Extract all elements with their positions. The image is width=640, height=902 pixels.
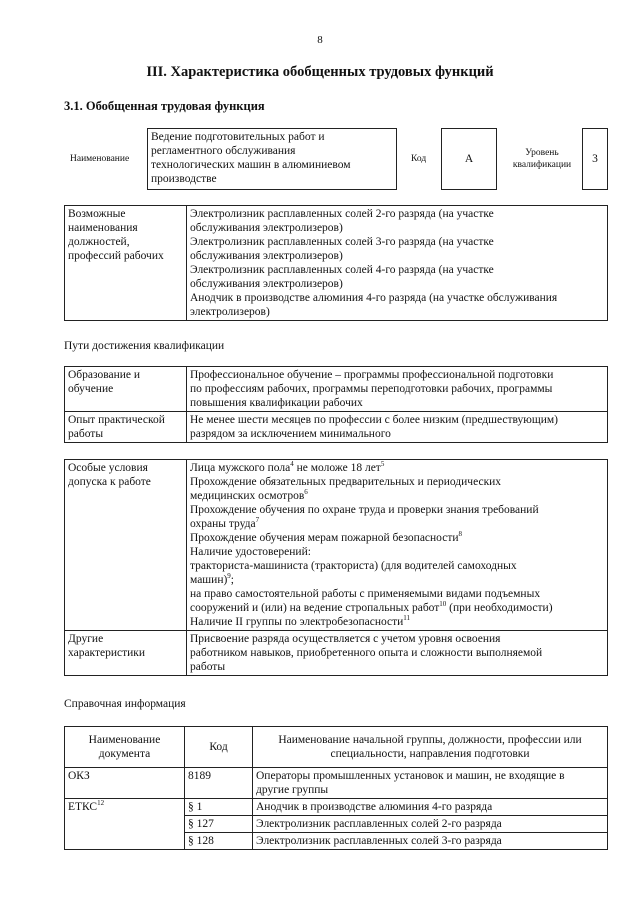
value-line: Не менее шести месяцев по профессии с более низким (предшествующим)	[190, 414, 559, 426]
profession-line: электролизеров)	[190, 306, 270, 318]
value-line: Операторы промышленных установок и машин, не входящие в	[256, 770, 565, 782]
okz-doc: ОКЗ	[65, 768, 185, 799]
condition-line	[190, 615, 604, 629]
label-line: должностей,	[68, 236, 130, 248]
footnote-ref: 8	[458, 530, 463, 539]
special-conditions-table	[64, 459, 608, 676]
okz-name	[253, 768, 608, 799]
subsection-title: 3.1. Обобщенная трудовая функция	[64, 99, 265, 113]
label-line: Другие	[68, 633, 104, 645]
label-line: обучение	[68, 383, 114, 395]
condition-text: Прохождение обучения мерам пожарной безопасности	[190, 532, 459, 544]
header-line: специальности, направления подготовки	[330, 748, 530, 760]
etks-code: § 1	[185, 799, 253, 816]
code-value: А	[441, 128, 497, 190]
condition-line: Наличие удостоверений:	[190, 546, 311, 558]
function-name-box	[147, 128, 397, 190]
etks-code: § 128	[185, 833, 253, 850]
condition-line: тракториста-машиниста (тракториста) (для водителей самоходных	[190, 560, 517, 572]
value-line: другие группы	[256, 784, 329, 796]
condition-text: медицинских осмотров	[190, 490, 305, 502]
level-label-line: квалификации	[512, 160, 572, 170]
condition-text: Лица мужского пола	[190, 462, 291, 474]
footnote-ref: 12	[97, 799, 105, 808]
etks-code: § 127	[185, 816, 253, 833]
condition-line: Прохождение обязательных предварительных и периодических	[190, 476, 502, 488]
function-name-line: Ведение подготовительных работ и	[151, 131, 325, 143]
condition-line: на право самостоятельной работы с применяемыми видами подъемных	[190, 588, 541, 600]
value-line: разрядом за исключением минимального	[190, 428, 391, 440]
condition-line	[190, 573, 604, 587]
condition-line	[190, 601, 604, 615]
condition-text: (при необходимости)	[446, 602, 553, 614]
reference-heading: Справочная информация	[64, 698, 186, 710]
value-line: по профессиям рабочих, программы переподготовки рабочих, программы	[190, 383, 553, 395]
value-line: Присвоение разряда осуществляется с учетом уровня освоения	[190, 633, 501, 645]
profession-line: Электролизник расплавленных солей 4-го разряда (на участке	[190, 264, 494, 276]
condition-text: машин)	[190, 574, 228, 586]
header-line: Наименование	[88, 734, 161, 746]
qualification-paths-table	[64, 366, 608, 443]
section-title: III. Характеристика обобщенных трудовых функций	[146, 64, 494, 80]
footnote-ref: 10	[439, 600, 447, 609]
footnote-ref: 4	[290, 460, 294, 469]
value-line: повышения квалификации рабочих	[190, 397, 363, 409]
header-line: Наименование начальной группы, должности, профессии или	[278, 734, 582, 746]
okz-code: 8189	[185, 768, 253, 799]
footnote-ref: 7	[255, 516, 260, 525]
doc-text: ЕТКС	[68, 801, 98, 813]
experience-label	[65, 412, 187, 443]
label-line: профессий рабочих	[68, 250, 164, 262]
paths-heading: Пути достижения квалификации	[64, 340, 225, 352]
reference-table	[64, 726, 608, 850]
footnote-ref: 6	[304, 488, 308, 497]
header-doc	[65, 727, 185, 768]
label-line: Образование и	[68, 369, 141, 381]
other-label	[65, 631, 187, 676]
level-label	[504, 147, 580, 171]
condition-line	[190, 489, 604, 503]
label-line: Особые условия	[68, 462, 148, 474]
etks-name: Анодчик в производстве алюминия 4-го разряда	[253, 799, 608, 816]
special-label	[65, 460, 187, 631]
label-line: Возможные	[68, 208, 126, 220]
etks-name: Электролизник расплавленных солей 2-го разряда	[253, 816, 608, 833]
condition-line	[190, 461, 604, 475]
value-line: работником навыков, приобретенного опыта и сложности выполняемой	[190, 647, 543, 659]
function-name-line: производстве	[151, 173, 217, 185]
condition-line: Прохождение обучения по охране труда и проверки знания требований	[190, 504, 539, 516]
education-value	[187, 367, 608, 412]
etks-name: Электролизник расплавленных солей 3-го разряда	[253, 833, 608, 850]
label-line: допуска к работе	[68, 476, 151, 488]
footnote-ref: 11	[403, 614, 411, 623]
profession-line: Электролизник расплавленных солей 2-го разряда (на участке	[190, 208, 494, 220]
possible-names-label	[65, 206, 187, 321]
value-line: Профессиональное обучение – программы профессиональной подготовки	[190, 369, 554, 381]
condition-text: Наличие II группы по электробезопасности	[190, 616, 404, 628]
condition-line	[190, 517, 604, 531]
possible-names-table	[64, 205, 608, 321]
function-name-line: технологических машин в алюминиевом	[151, 159, 351, 171]
condition-text: охраны труда	[190, 518, 256, 530]
profession-line: Анодчик в производстве алюминия 4-го разряда (на участке обслуживания	[190, 292, 558, 304]
special-value	[187, 460, 608, 631]
header-code: Код	[185, 727, 253, 768]
level-value: 3	[582, 128, 608, 190]
value-line: работы	[190, 661, 226, 673]
profession-line: обслуживания электролизеров)	[190, 250, 343, 262]
footnote-ref: 5	[380, 460, 385, 469]
condition-text: сооружений и (или) на ведение стропальных работ	[190, 602, 440, 614]
footnote-ref: 9	[227, 572, 231, 581]
header-line: документа	[98, 748, 151, 760]
page-number: 8	[317, 34, 323, 46]
condition-text: ;	[230, 574, 234, 586]
condition-text: не моложе 18 лет	[293, 462, 381, 474]
level-label-line: Уровень	[525, 148, 559, 158]
condition-line	[190, 531, 604, 545]
education-label	[65, 367, 187, 412]
profession-line: обслуживания электролизеров)	[190, 278, 343, 290]
code-label: Код	[411, 154, 427, 164]
experience-value	[187, 412, 608, 443]
function-name-line: регламентного обслуживания	[151, 145, 296, 157]
label-line: наименования	[68, 222, 138, 234]
other-value	[187, 631, 608, 676]
etks-doc	[65, 799, 185, 850]
profession-line: обслуживания электролизеров)	[190, 222, 343, 234]
header-name	[253, 727, 608, 768]
label-line: характеристики	[68, 647, 146, 659]
name-label: Наименование	[70, 154, 130, 164]
profession-line: Электролизник расплавленных солей 3-го разряда (на участке	[190, 236, 494, 248]
label-line: Опыт практической	[68, 414, 165, 426]
possible-names-list	[187, 206, 608, 321]
label-line: работы	[68, 428, 104, 440]
